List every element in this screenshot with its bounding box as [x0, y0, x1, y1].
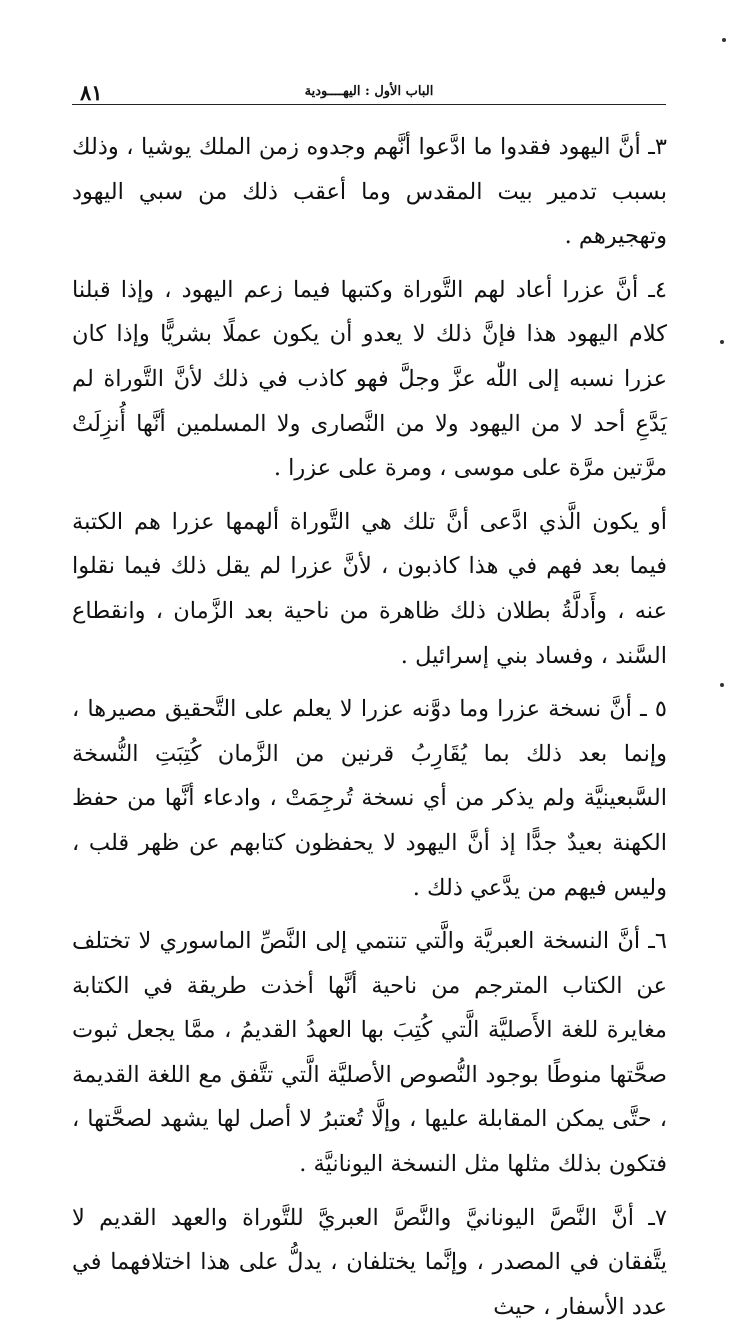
margin-dot-top: [722, 38, 726, 42]
paragraph-item-7: ٧ـ أنَّ النَّصَّ اليونانيَّ والنَّصَّ العبريَّ للتَّوراة والعهد القديم لا يتَّفقان في المصدر ، وإنَّما يختلفان ، يدلُّ على هذا اختلافهما في عدد الأسفار ، حيث: [72, 1204, 667, 1320]
page-header: [72, 78, 666, 105]
margin-dot-middle: [720, 340, 724, 344]
margin-dot-lower: [720, 683, 724, 687]
paragraph-item-6: ٦ـ أنَّ النسخة العبريَّة والَّتي تنتمي إلى النَّصِّ الماسوري لا تختلف عن الكتاب المترجم من ناحية أنَّها أخذت طريقة في الكتابة مغايرة للغة الأَصليَّة الَّتي كُتِبَ بها العهدُ القديمُ ، ممَّا يجعل ثبوت صحَّتها منوطًا بوجود النُّصوص الأصليَّة الَّتي تتَّفق مع اللغة القديمة ، حتَّى يمكن المقابلة عليها ، وإلَّا تُعتبرُ لا أصل لها يشهد لصحَّتها ، فتكون بذلك مثلها مثل النسخة اليونانيَّة .: [72, 928, 667, 1178]
page-body: [72, 125, 667, 1338]
paragraph-continuation: أو يكون الَّذي ادَّعى أنَّ تلك هي التَّوراة ألهمها عزرا هم الكتبة فيما بعد فهم في هذا كاذبون ، لأنَّ عزرا لم يقل ذلك فيما نقلوا عنه ، وأَدلَّةُ بطلان ذلك ظاهرة من ناحية بعد الزَّمان ، وانقطاع السَّند ، وفساد بني إسرائيل .: [72, 508, 667, 669]
page-number: ٨١: [80, 80, 103, 105]
paragraph-item-4: ٤ـ أنَّ عزرا أعاد لهم التَّوراة وكتبها فيما زعم اليهود ، وإذا قبلنا كلام اليهود هذا فإنَّ ذلك لا يعدو أن يكون عملًا بشريًّا وإذا كان عزرا نسبه إلى اللّٰه عزَّ وجلَّ فهو كاذب في ذلك لأنَّ التَّوراة لم يَدَّعِ أحد لا من اليهود ولا من النَّصارى ولا المسلمين أنَّها أُنزِلَتْ مرَّتين مرَّة على موسى ، ومرة على عزرا .: [72, 276, 667, 482]
paragraph-item-5: ٥ ـ أنَّ نسخة عزرا وما دوَّنه عزرا لا يعلم على التَّحقيق مصيرها ، وإنما بعد ذلك بما يُقَارِبُ قرنين من الزَّمان كُتِبَتِ النُّسخة السَّبعينيَّة ولم يذكر من أي نسخة تُرجِمَتْ ، وادعاء أنَّها من حفظ الكهنة بعيدٌ جدًّا إذ أنَّ اليهود لا يحفظون كتابهم عن ظهر قلب ، وليس فيهم من يدَّعي ذلك .: [72, 696, 667, 901]
paragraph-item-3: ٣ـ أنَّ اليهود فقدوا ما ادَّعوا أنَّهم وجدوه زمن الملك يوشيا ، وذلك بسبب تدمير بيت المقدس وما أعقب ذلك من سبي اليهود وتهجيرهم .: [72, 134, 667, 250]
running-title: الباب الأول : اليهــــودية: [304, 84, 434, 99]
